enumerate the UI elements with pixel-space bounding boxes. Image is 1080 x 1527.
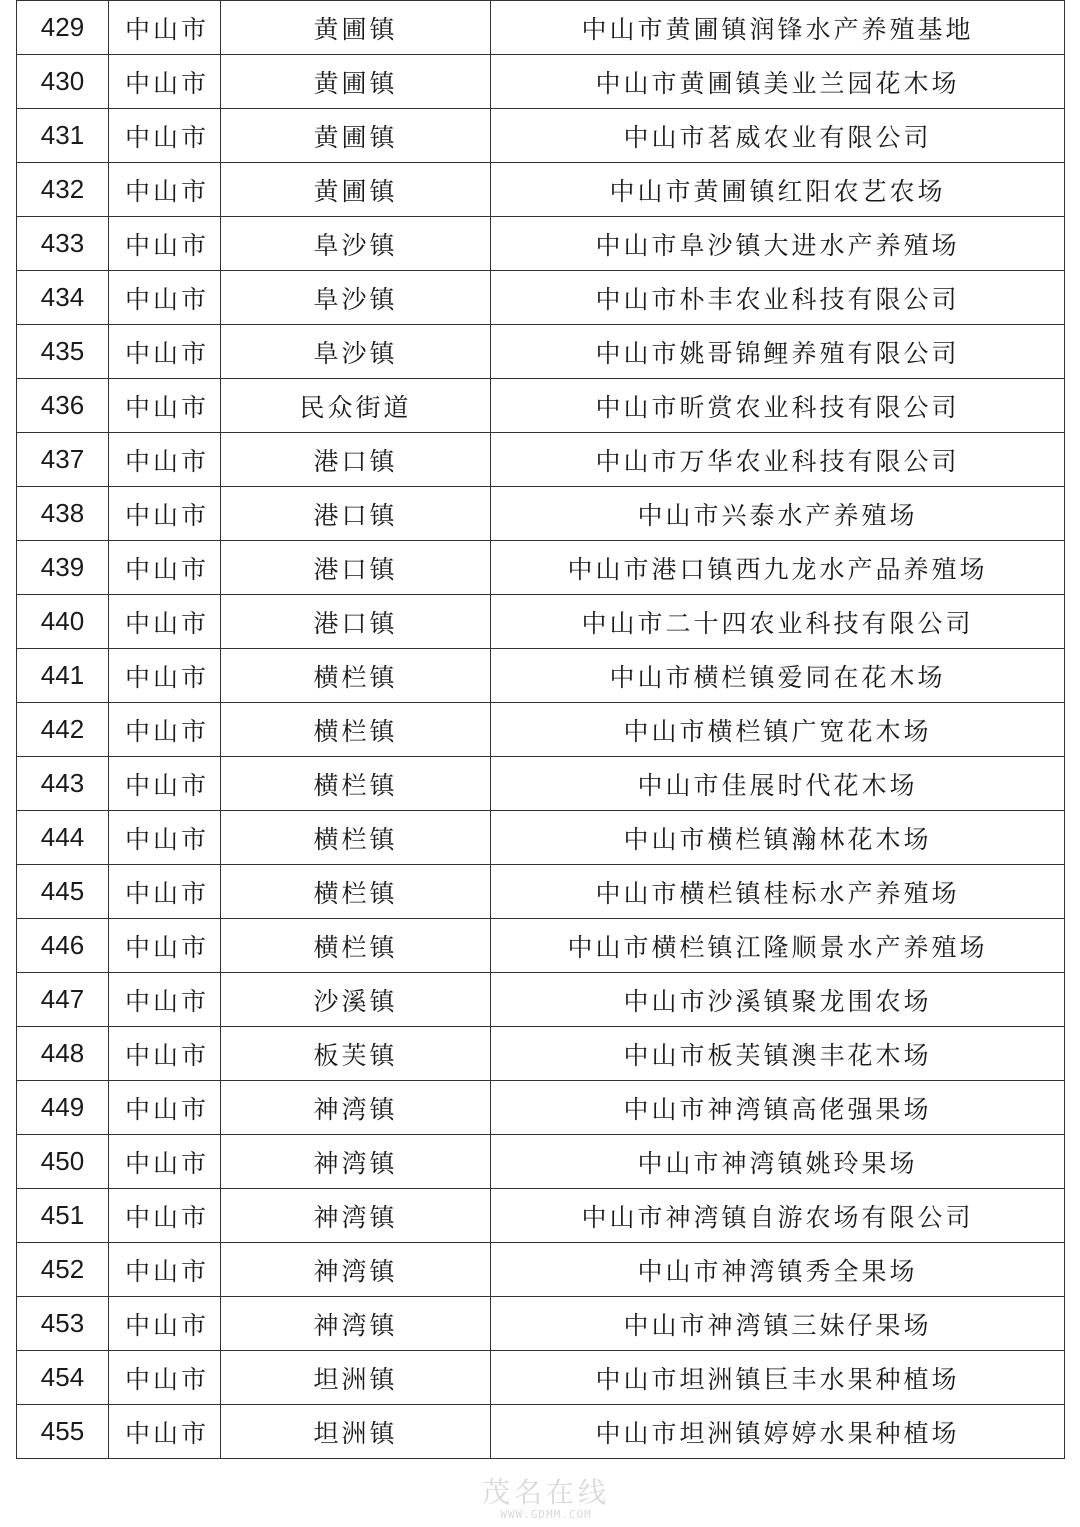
city-cell: 中山市 [109, 649, 221, 703]
table-row [17, 919, 1065, 973]
farm-name-cell: 中山市港口镇西九龙水产品养殖场 [491, 541, 1065, 595]
row-number-cell: 455 [17, 1405, 109, 1459]
city-cell: 中山市 [109, 919, 221, 973]
farm-name-cell: 中山市朴丰农业科技有限公司 [491, 271, 1065, 325]
town-cell: 黄圃镇 [221, 55, 491, 109]
row-number-cell: 449 [17, 1081, 109, 1135]
town-cell: 阜沙镇 [221, 271, 491, 325]
city-cell: 中山市 [109, 55, 221, 109]
town-cell: 横栏镇 [221, 865, 491, 919]
table-row [17, 487, 1065, 541]
farm-name-cell: 中山市佳展时代花木场 [491, 757, 1065, 811]
row-number-cell: 454 [17, 1351, 109, 1405]
site-watermark [446, 1478, 646, 1524]
farm-list-table-container [16, 0, 1064, 1459]
table-row [17, 217, 1065, 271]
table-row [17, 1243, 1065, 1297]
row-number-cell: 452 [17, 1243, 109, 1297]
row-number-cell: 447 [17, 973, 109, 1027]
row-number-cell: 439 [17, 541, 109, 595]
town-cell: 神湾镇 [221, 1297, 491, 1351]
city-cell: 中山市 [109, 1, 221, 55]
city-cell: 中山市 [109, 541, 221, 595]
farm-name-cell: 中山市黄圃镇美业兰园花木场 [491, 55, 1065, 109]
table-row [17, 1405, 1065, 1459]
row-number-cell: 438 [17, 487, 109, 541]
city-cell: 中山市 [109, 973, 221, 1027]
city-cell: 中山市 [109, 757, 221, 811]
row-number-cell: 434 [17, 271, 109, 325]
city-cell: 中山市 [109, 1243, 221, 1297]
city-cell: 中山市 [109, 487, 221, 541]
town-cell: 神湾镇 [221, 1135, 491, 1189]
town-cell: 板芙镇 [221, 1027, 491, 1081]
farm-list-table [16, 0, 1065, 1459]
farm-name-cell: 中山市坦洲镇巨丰水果种植场 [491, 1351, 1065, 1405]
farm-name-cell: 中山市茗威农业有限公司 [491, 109, 1065, 163]
table-row [17, 1297, 1065, 1351]
farm-name-cell: 中山市神湾镇自游农场有限公司 [491, 1189, 1065, 1243]
table-row [17, 1351, 1065, 1405]
table-row [17, 379, 1065, 433]
table-row [17, 271, 1065, 325]
watermark-url: WWW.GDMM.COM [500, 1508, 592, 1521]
farm-name-cell: 中山市横栏镇瀚林花木场 [491, 811, 1065, 865]
farm-name-cell: 中山市横栏镇广宽花木场 [491, 703, 1065, 757]
town-cell: 港口镇 [221, 433, 491, 487]
row-number-cell: 441 [17, 649, 109, 703]
farm-name-cell: 中山市黄圃镇润锋水产养殖基地 [491, 1, 1065, 55]
row-number-cell: 432 [17, 163, 109, 217]
farm-name-cell: 中山市横栏镇江隆顺景水产养殖场 [491, 919, 1065, 973]
row-number-cell: 453 [17, 1297, 109, 1351]
row-number-cell: 440 [17, 595, 109, 649]
town-cell: 横栏镇 [221, 757, 491, 811]
city-cell: 中山市 [109, 217, 221, 271]
town-cell: 沙溪镇 [221, 973, 491, 1027]
farm-name-cell: 中山市阜沙镇大进水产养殖场 [491, 217, 1065, 271]
town-cell: 港口镇 [221, 487, 491, 541]
row-number-cell: 429 [17, 1, 109, 55]
city-cell: 中山市 [109, 163, 221, 217]
table-row [17, 649, 1065, 703]
city-cell: 中山市 [109, 271, 221, 325]
farm-name-cell: 中山市沙溪镇聚龙围农场 [491, 973, 1065, 1027]
row-number-cell: 450 [17, 1135, 109, 1189]
farm-name-cell: 中山市兴泰水产养殖场 [491, 487, 1065, 541]
table-row [17, 757, 1065, 811]
table-row [17, 541, 1065, 595]
table-row [17, 1135, 1065, 1189]
city-cell: 中山市 [109, 325, 221, 379]
city-cell: 中山市 [109, 811, 221, 865]
town-cell: 横栏镇 [221, 703, 491, 757]
town-cell: 横栏镇 [221, 811, 491, 865]
farm-name-cell: 中山市神湾镇秀全果场 [491, 1243, 1065, 1297]
farm-name-cell: 中山市二十四农业科技有限公司 [491, 595, 1065, 649]
table-row [17, 973, 1065, 1027]
table-body [17, 1, 1065, 1459]
table-row [17, 55, 1065, 109]
city-cell: 中山市 [109, 703, 221, 757]
row-number-cell: 445 [17, 865, 109, 919]
row-number-cell: 436 [17, 379, 109, 433]
city-cell: 中山市 [109, 1351, 221, 1405]
table-row [17, 865, 1065, 919]
city-cell: 中山市 [109, 1297, 221, 1351]
table-row [17, 703, 1065, 757]
table-row [17, 163, 1065, 217]
town-cell: 横栏镇 [221, 919, 491, 973]
row-number-cell: 433 [17, 217, 109, 271]
town-cell: 阜沙镇 [221, 217, 491, 271]
farm-name-cell: 中山市黄圃镇红阳农艺农场 [491, 163, 1065, 217]
city-cell: 中山市 [109, 1405, 221, 1459]
city-cell: 中山市 [109, 109, 221, 163]
farm-name-cell: 中山市万华农业科技有限公司 [491, 433, 1065, 487]
town-cell: 港口镇 [221, 541, 491, 595]
table-row [17, 1189, 1065, 1243]
town-cell: 黄圃镇 [221, 1, 491, 55]
table-row [17, 1027, 1065, 1081]
farm-name-cell: 中山市神湾镇高佬强果场 [491, 1081, 1065, 1135]
town-cell: 神湾镇 [221, 1243, 491, 1297]
city-cell: 中山市 [109, 379, 221, 433]
table-row [17, 109, 1065, 163]
row-number-cell: 448 [17, 1027, 109, 1081]
town-cell: 神湾镇 [221, 1081, 491, 1135]
city-cell: 中山市 [109, 1189, 221, 1243]
table-row [17, 1081, 1065, 1135]
city-cell: 中山市 [109, 1027, 221, 1081]
table-row [17, 595, 1065, 649]
farm-name-cell: 中山市昕赏农业科技有限公司 [491, 379, 1065, 433]
city-cell: 中山市 [109, 1081, 221, 1135]
table-row [17, 325, 1065, 379]
row-number-cell: 444 [17, 811, 109, 865]
row-number-cell: 437 [17, 433, 109, 487]
row-number-cell: 451 [17, 1189, 109, 1243]
town-cell: 神湾镇 [221, 1189, 491, 1243]
town-cell: 港口镇 [221, 595, 491, 649]
town-cell: 横栏镇 [221, 649, 491, 703]
row-number-cell: 443 [17, 757, 109, 811]
city-cell: 中山市 [109, 1135, 221, 1189]
table-row [17, 1, 1065, 55]
city-cell: 中山市 [109, 865, 221, 919]
table-row [17, 433, 1065, 487]
farm-name-cell: 中山市横栏镇桂标水产养殖场 [491, 865, 1065, 919]
town-cell: 坦洲镇 [221, 1405, 491, 1459]
farm-name-cell: 中山市横栏镇爱同在花木场 [491, 649, 1065, 703]
farm-name-cell: 中山市板芙镇澳丰花木场 [491, 1027, 1065, 1081]
watermark-logo: 茂名在线 [481, 1476, 610, 1509]
city-cell: 中山市 [109, 595, 221, 649]
town-cell: 黄圃镇 [221, 109, 491, 163]
row-number-cell: 442 [17, 703, 109, 757]
farm-name-cell: 中山市神湾镇姚玲果场 [491, 1135, 1065, 1189]
row-number-cell: 435 [17, 325, 109, 379]
town-cell: 黄圃镇 [221, 163, 491, 217]
row-number-cell: 431 [17, 109, 109, 163]
farm-name-cell: 中山市神湾镇三妹仔果场 [491, 1297, 1065, 1351]
town-cell: 阜沙镇 [221, 325, 491, 379]
row-number-cell: 430 [17, 55, 109, 109]
row-number-cell: 446 [17, 919, 109, 973]
town-cell: 坦洲镇 [221, 1351, 491, 1405]
city-cell: 中山市 [109, 433, 221, 487]
farm-name-cell: 中山市姚哥锦鲤养殖有限公司 [491, 325, 1065, 379]
town-cell: 民众街道 [221, 379, 491, 433]
table-row [17, 811, 1065, 865]
farm-name-cell: 中山市坦洲镇婷婷水果种植场 [491, 1405, 1065, 1459]
